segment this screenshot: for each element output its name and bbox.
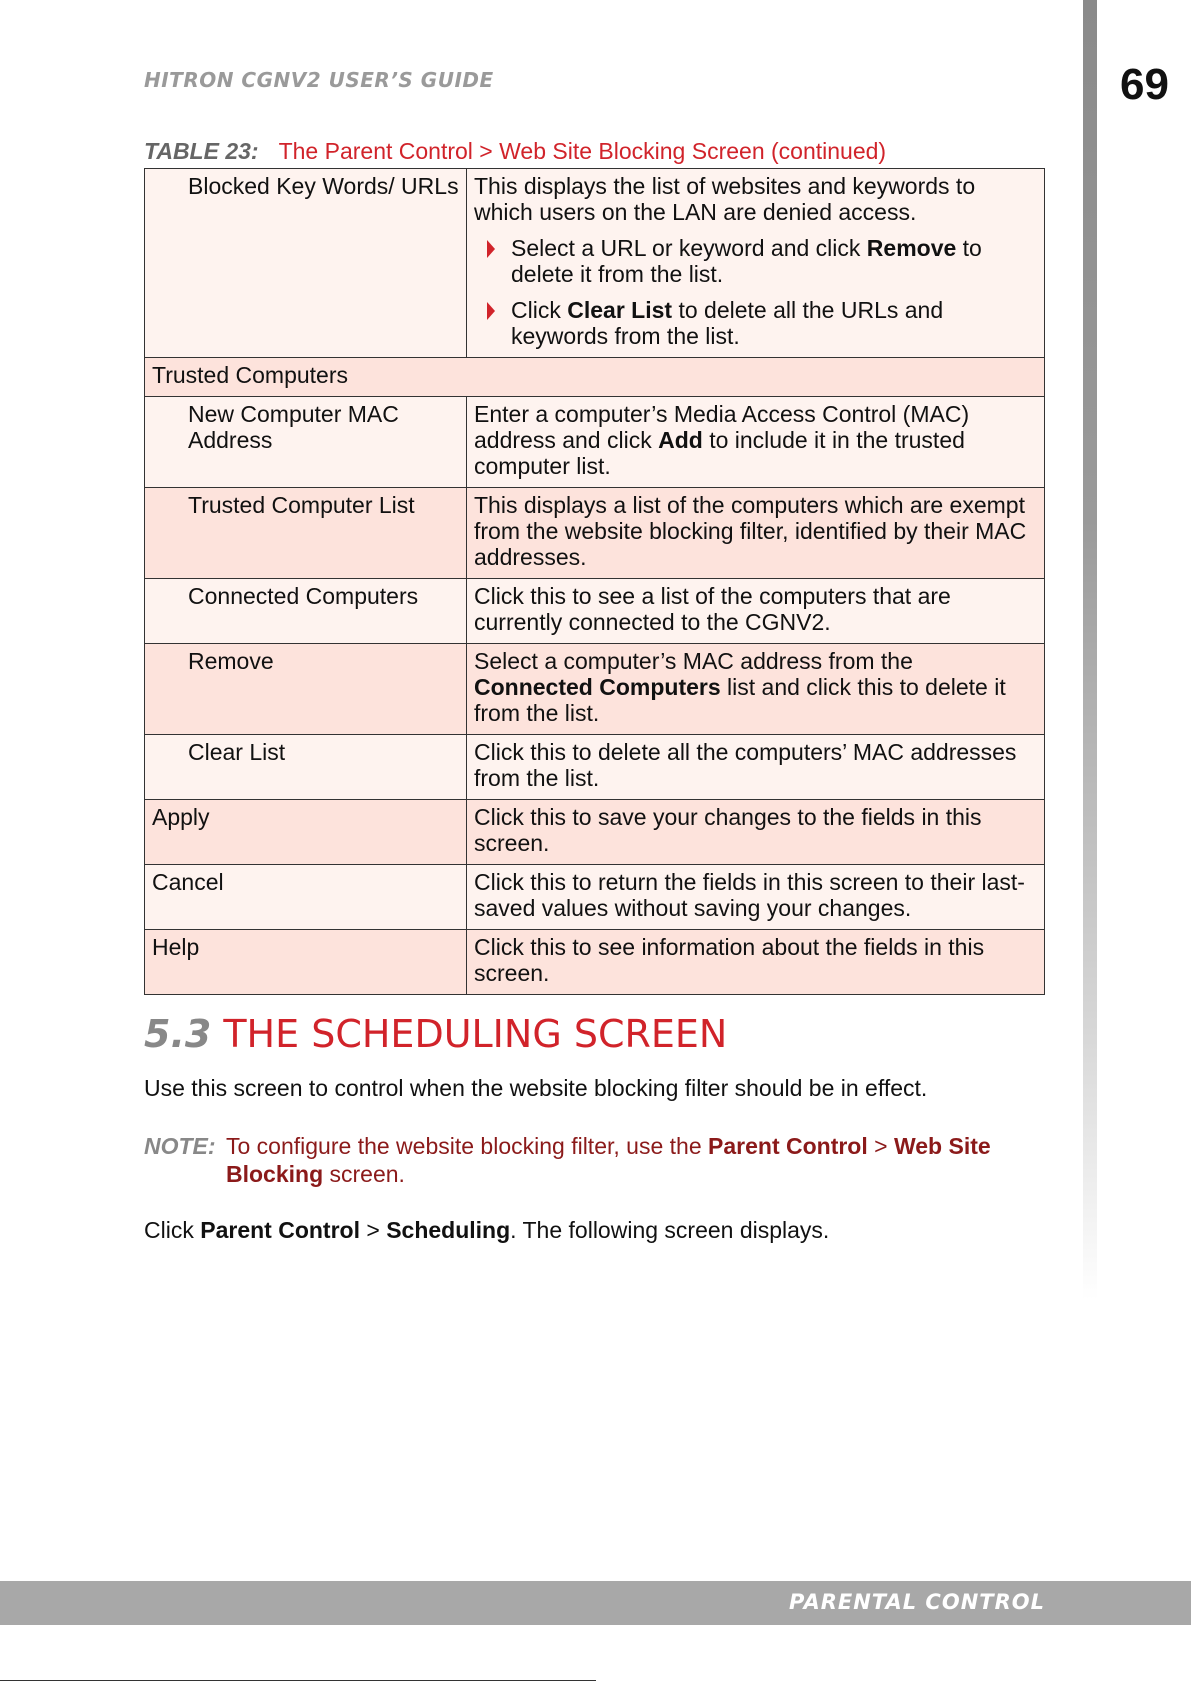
list-item — [474, 297, 1037, 349]
instruction-paragraph — [144, 1216, 829, 1244]
text-fragment: > — [867, 1133, 894, 1159]
table-caption-text: The Parent Control > Web Site Blocking Screen (continued) — [278, 138, 887, 164]
table-caption-label: TABLE 23: — [144, 138, 259, 164]
field-name-cell: Trusted Computer List — [145, 488, 467, 579]
list-item — [474, 235, 1037, 287]
description-cell: Click this to see information about the fields in this screen. — [467, 930, 1045, 995]
table-row — [145, 800, 1045, 865]
text-fragment: to include it in the trusted computer list. — [474, 427, 965, 479]
text-fragment: list and click this to delete it from the list. — [474, 674, 1006, 726]
table-row — [145, 930, 1045, 995]
bullet-arrow-icon — [487, 302, 495, 320]
text-fragment: to delete it from the list. — [511, 235, 982, 287]
field-name-cell: Cancel — [145, 865, 467, 930]
reference-table — [144, 168, 1045, 995]
bold-term: Clear List — [567, 297, 673, 323]
description-cell: Click this to see a list of the computers that are currently connected to the CGNV2. — [467, 579, 1045, 644]
running-header: HITRON CGNV2 USER’S GUIDE — [144, 68, 494, 92]
bold-term: Parent Control — [200, 1217, 360, 1243]
table-row — [145, 579, 1045, 644]
note-label: NOTE: — [144, 1133, 216, 1159]
table-row — [145, 488, 1045, 579]
note-body — [226, 1132, 1044, 1188]
bullet-arrow-icon — [487, 240, 495, 258]
description-cell: Click this to save your changes to the fields in this screen. — [467, 800, 1045, 865]
side-decoration-bar — [1083, 0, 1097, 1300]
bold-term: Parent Control — [708, 1133, 868, 1159]
text-fragment: Click — [144, 1217, 201, 1243]
text-fragment: . The following screen displays. — [510, 1217, 830, 1243]
text-fragment: Enter a computer’s Media Access Control (MAC) address and click — [474, 401, 970, 453]
bold-term: Add — [658, 427, 703, 453]
section-number: 5.3 — [144, 1012, 212, 1056]
bold-term: Web Site Blocking — [226, 1133, 991, 1187]
field-name-cell: Apply — [145, 800, 467, 865]
text-fragment: screen. — [323, 1161, 405, 1187]
section-cell: Trusted Computers — [145, 358, 1045, 397]
description-cell — [467, 169, 1045, 358]
text-fragment: > — [359, 1217, 387, 1243]
bullet-list — [474, 235, 1037, 349]
table-row — [145, 865, 1045, 930]
description-cell — [467, 397, 1045, 488]
text-fragment: Click — [511, 297, 568, 323]
page-number: 69 — [1120, 60, 1169, 109]
note-block — [144, 1132, 1044, 1188]
field-name-cell: Clear List — [145, 735, 467, 800]
footer-bar — [0, 1581, 1191, 1625]
field-name-cell: Remove — [145, 644, 467, 735]
text-fragment: Select a URL or keyword and click — [511, 235, 867, 261]
text-fragment: Select a computer’s MAC address from the — [474, 648, 913, 674]
table-section-row — [145, 358, 1045, 397]
field-name-cell: Help — [145, 930, 467, 995]
field-name-cell: Connected Computers — [145, 579, 467, 644]
table-row — [145, 735, 1045, 800]
description-cell — [467, 644, 1045, 735]
table-row — [145, 397, 1045, 488]
intro-paragraph: Use this screen to control when the website blocking filter should be in effect. — [144, 1075, 928, 1101]
table-row — [145, 644, 1045, 735]
section-heading — [144, 1012, 727, 1056]
field-name-cell: Blocked Key Words/ URLs — [145, 169, 467, 358]
bold-term: Connected Computers — [474, 674, 721, 700]
bold-term: Remove — [866, 235, 957, 261]
text-fragment: to delete all the URLs and keywords from the list. — [511, 297, 944, 349]
footer-chapter-title: PARENTAL CONTROL — [788, 1590, 1045, 1614]
table-row — [145, 169, 1045, 358]
description-cell: Click this to return the fields in this screen to their last-saved values without saving your changes. — [467, 865, 1045, 930]
table-caption — [144, 138, 886, 165]
field-name-cell: New Computer MAC Address — [145, 397, 467, 488]
description-text: This displays the list of websites and keywords to which users on the LAN are denied access. — [474, 173, 976, 225]
section-title: THE SCHEDULING SCREEN — [223, 1012, 728, 1056]
description-cell: This displays a list of the computers which are exempt from the website blocking filter, identified by their MAC addresses. — [467, 488, 1045, 579]
bottom-rule — [0, 1680, 596, 1681]
text-fragment: To configure the website blocking filter, use the — [226, 1133, 709, 1159]
bold-term: Scheduling — [386, 1217, 511, 1243]
description-cell: Click this to delete all the computers’ MAC addresses from the list. — [467, 735, 1045, 800]
